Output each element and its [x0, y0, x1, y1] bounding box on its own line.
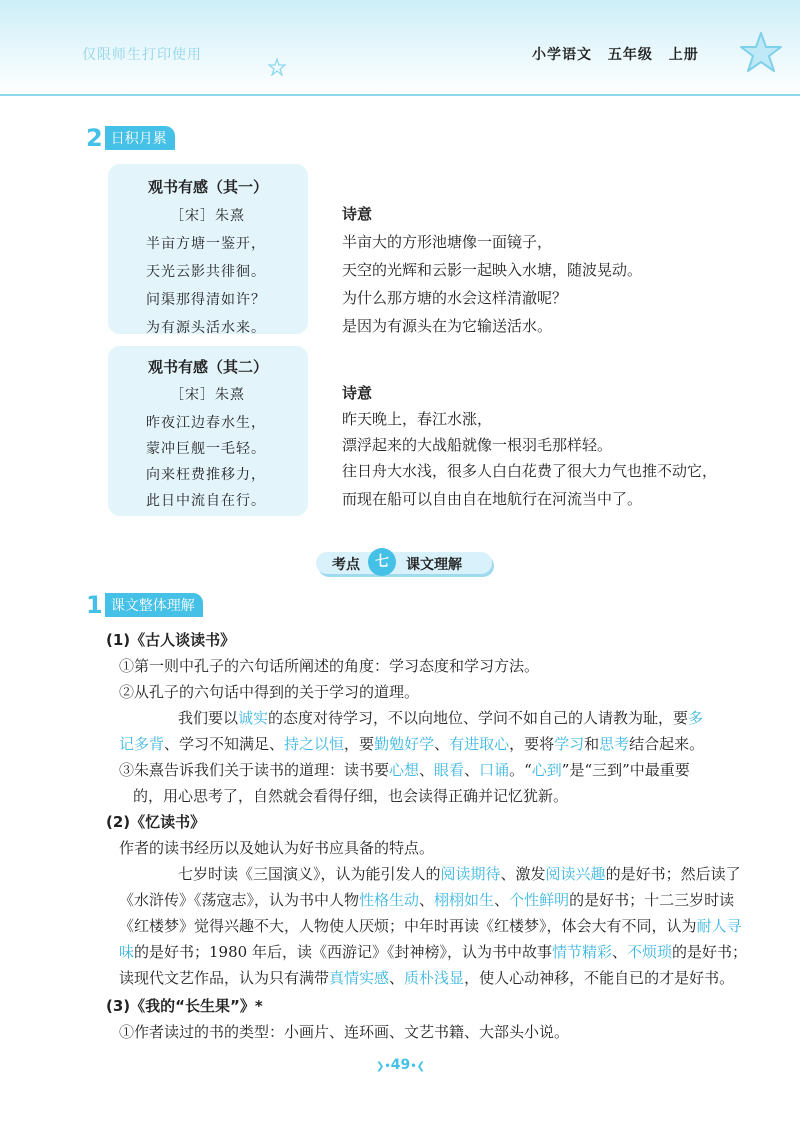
poem-line: 问渠那得清如许？: [146, 292, 266, 308]
answer-highlight: 眼看: [434, 761, 465, 779]
answer-highlight: 真情实感: [329, 969, 390, 987]
star-icon: [738, 30, 784, 76]
answer-highlight: 阅读兴趣: [545, 865, 606, 883]
section-label: 课文整体理解: [105, 593, 203, 617]
translation-line: 天空的光辉和云影一起映入水塘，随波晃动。: [342, 261, 643, 279]
poem-title: 观书有感（其二）: [148, 358, 269, 376]
poem-author: ［宋］朱熹: [170, 208, 245, 224]
answer-highlight: 情节精彩: [551, 943, 612, 961]
translation-line: 半亩大的方形池塘像一面镜子，: [342, 233, 553, 251]
answer-highlight: 个性鲜明: [509, 891, 570, 909]
section-title-kewen: [86, 593, 203, 617]
answer-line: 七岁时读《三国演义》，认为能引发人的阅读期待、激发阅读兴趣的是好书；然后读了: [178, 865, 741, 883]
kaodian-number: 七: [368, 548, 396, 576]
point-text: ①作者读过的书的类型：小画片、连环画、文艺书籍、大部头小说。: [119, 1023, 570, 1041]
answer-highlight: 记多背: [119, 735, 165, 753]
poem-title: 观书有感（其一）: [148, 178, 269, 196]
answer-highlight: 持之以恒: [284, 735, 345, 753]
poem-line: 向来枉费推移力，: [146, 467, 266, 483]
answer-line: 《红楼梦》觉得兴趣不大，人物使人厌烦；中年时再读《红楼梦》，体会大有不同，认为耐人寻: [119, 917, 742, 935]
subsection-heading: (3)《我的“长生果”》*: [106, 997, 263, 1015]
translation-line: 昨天晚上，春江水涨，: [342, 410, 493, 428]
book-info: [532, 44, 699, 64]
translation-heading: 诗意: [342, 205, 373, 223]
poem-author: ［宋］朱熹: [170, 387, 245, 403]
page-number: ❯•49•❮: [376, 1057, 426, 1073]
section-label: 日积月累: [105, 126, 175, 150]
grade-label: 五年级: [607, 47, 653, 63]
point-text: 作者的读书经历以及她认为好书应具备的特点。: [119, 839, 435, 857]
answer-line: ③朱熹告诉我们关于读书的道理：读书要心想、眼看、口诵。“心到”是“三到”中最重要: [119, 761, 690, 779]
answer-highlight: 质朴浅显: [404, 969, 465, 987]
volume-label: 上册: [668, 47, 699, 63]
answer-line: 我们要以诚实的态度对待学习，不以向地位、学问不如自己的人请教为耻，要多: [178, 709, 704, 727]
translation-line: 而现在船可以自由自在地航行在河流当中了。: [342, 490, 643, 508]
point-text: ②从孔子的六句话中得到的关于学习的道理。: [119, 683, 420, 701]
poem-line: 蒙冲巨舰一毛轻。: [146, 441, 266, 457]
answer-line: 的，用心思考了，自然就会看得仔细，也会读得正确并记忆犹新。: [133, 787, 569, 805]
page-ornament-left-icon: ❯•: [376, 1061, 391, 1072]
answer-highlight: 耐人寻: [696, 917, 742, 935]
answer-highlight: 口诵: [479, 761, 510, 779]
section-number: 2: [86, 124, 103, 152]
subsection-heading: (1)《古人谈读书》: [106, 631, 236, 649]
answer-highlight: 多: [688, 709, 704, 727]
section-title-rijiyuelei: [86, 126, 175, 150]
kaodian-banner: [316, 548, 492, 578]
point-text: ①第一则中孔子的六句话所阐述的角度：学习态度和学习方法。: [119, 657, 540, 675]
answer-highlight: 不烦琐: [627, 943, 673, 961]
poem-line: 天光云影共徘徊。: [146, 264, 266, 280]
poem-line: 为有源头活水来。: [146, 320, 266, 336]
answer-highlight: 栩栩如生: [434, 891, 495, 909]
page-ornament-right-icon: •❮: [410, 1061, 426, 1072]
answer-highlight: 有进取心: [449, 735, 510, 753]
answer-line: 读现代文艺作品，认为只有满带真情实感、质朴浅显，使人心动神移，不能自已的才是好书。: [119, 969, 735, 987]
answer-highlight: 心想: [389, 761, 420, 779]
small-star-icon: [268, 58, 286, 76]
poem-line: 昨夜江边春水生，: [146, 415, 266, 431]
header-divider: [0, 94, 800, 96]
answer-line: 记多背、学习不知满足、持之以恒，要勤勉好学、有进取心，要将学习和思考结合起来。: [119, 735, 705, 753]
poem-line: 半亩方塘一鉴开，: [146, 236, 266, 252]
answer-highlight: 学习: [554, 735, 585, 753]
answer-highlight: 勤勉好学: [374, 735, 435, 753]
subject-label: 小学语文: [532, 47, 592, 63]
translation-line: 是因为有源头在为它输送活水。: [342, 317, 553, 335]
answer-line: 《水浒传》《荡寇志》，认为书中人物性格生动、栩栩如生、个性鲜明的是好书；十二三岁时读: [119, 891, 735, 909]
translation-line: 往日舟大水浅，很多人白白花费了很大力气也推不动它，: [342, 462, 718, 480]
watermark-text: 仅限师生打印使用: [82, 47, 202, 63]
subsection-heading: (2)《忆读书》: [106, 813, 206, 831]
answer-line: 味的是好书；1980 年后，读《西游记》《封神榜》，认为书中故事情节精彩、不烦琐的是好书；: [119, 943, 748, 961]
answer-highlight: 诚实: [238, 709, 269, 727]
kaodian-title: 课文理解: [406, 557, 462, 573]
section-number: 1: [86, 591, 103, 619]
translation-line: 为什么那方塘的水会这样清澈呢？: [342, 289, 568, 307]
poem-line: 此日中流自在行。: [146, 493, 266, 509]
answer-highlight: 阅读期待: [440, 865, 501, 883]
translation-line: 漂浮起来的大战船就像一根羽毛那样轻。: [342, 436, 613, 454]
answer-highlight: 思考: [599, 735, 630, 753]
kaodian-prefix: 考点: [332, 557, 360, 573]
answer-highlight: 心到: [531, 761, 562, 779]
answer-highlight: 性格生动: [359, 891, 420, 909]
answer-highlight: 味: [119, 943, 135, 961]
translation-heading: 诗意: [342, 384, 373, 402]
